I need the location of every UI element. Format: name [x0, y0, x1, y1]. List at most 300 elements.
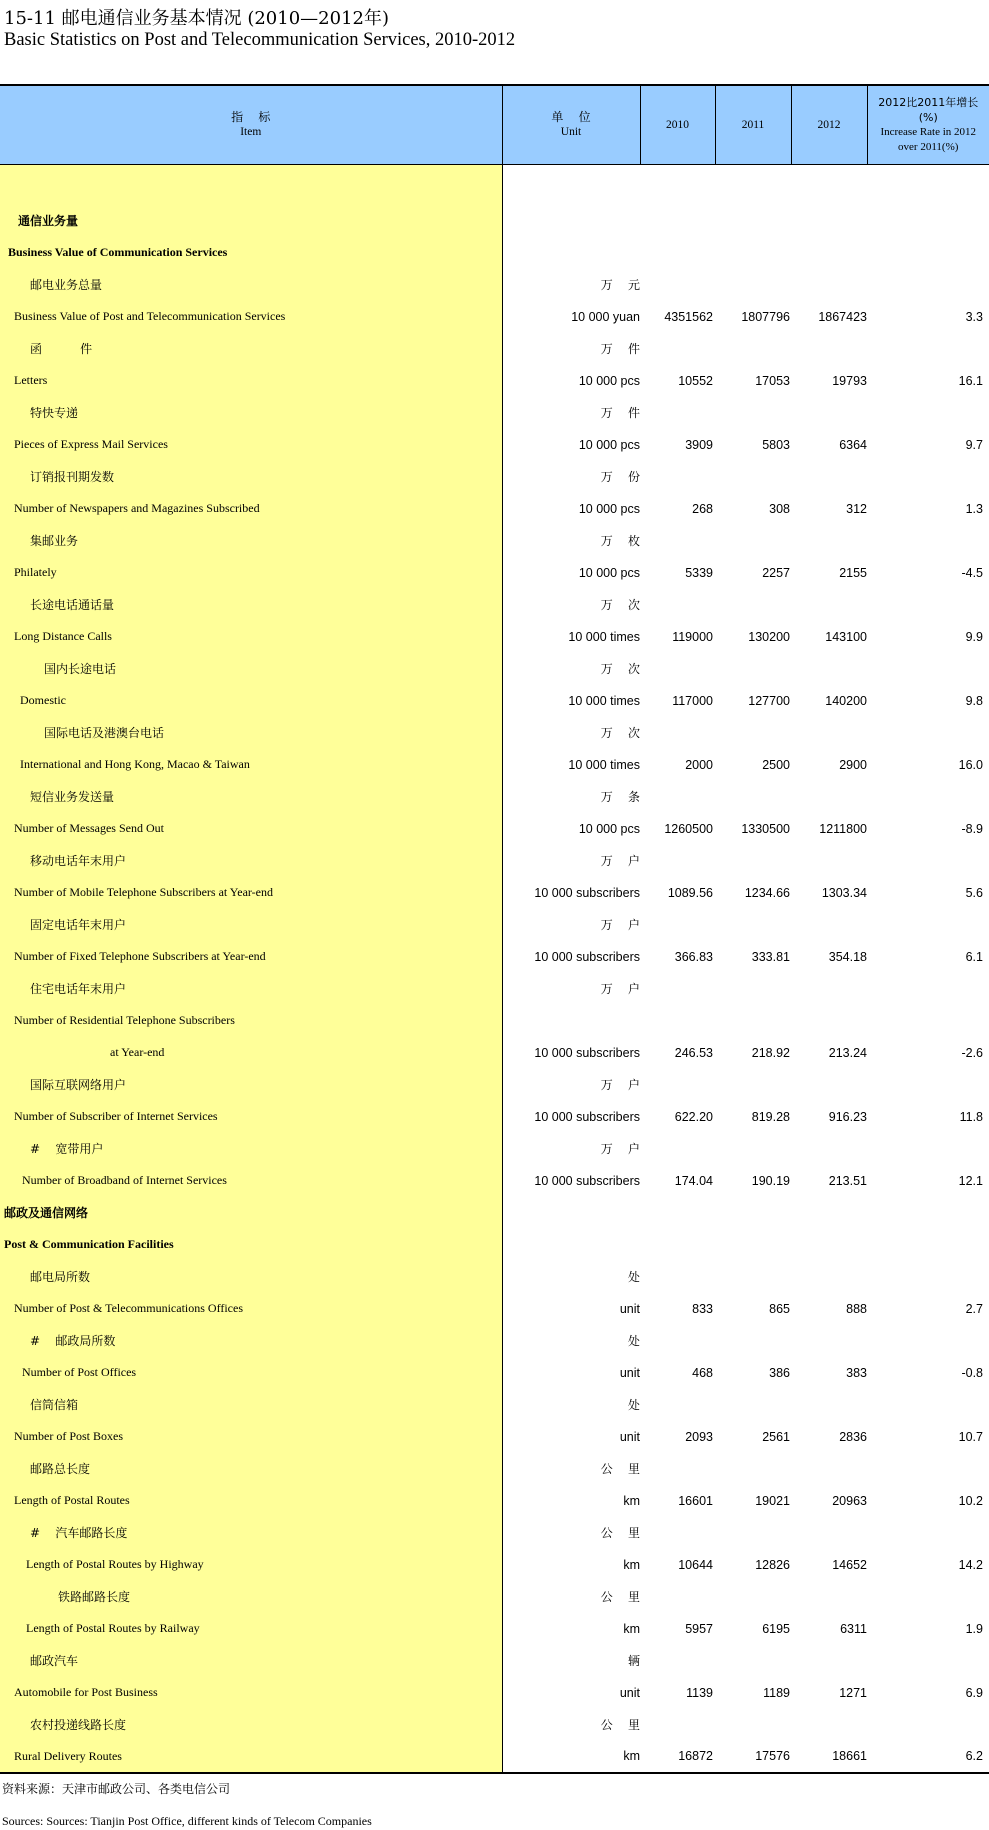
row-value-2010 — [640, 1645, 715, 1677]
row-value-2012: 18661 — [791, 1741, 867, 1773]
row-value-2010: 10644 — [678, 1557, 713, 1572]
row-increase-rate — [867, 1005, 989, 1037]
table-row — [0, 1165, 989, 1197]
row-value-2011 — [715, 1261, 791, 1293]
table-row — [0, 685, 989, 717]
row-unit — [502, 237, 640, 269]
row-value-2011 — [715, 237, 791, 269]
row-unit — [502, 205, 640, 237]
row-value-2010 — [640, 525, 715, 557]
row-value-2010 — [640, 1005, 715, 1037]
row-value-2010: 174.04 — [674, 1173, 713, 1188]
row-unit: 辆 — [627, 1654, 640, 1668]
row-unit: 10 000 subscribers — [534, 1109, 640, 1124]
row-increase-rate — [867, 525, 989, 557]
row-item-label: Number of Residential Telephone Subscribers — [0, 1005, 502, 1037]
row-item-label: Number of Post & Telecommunications Offices — [0, 1293, 502, 1325]
table-row — [0, 525, 989, 557]
row-value-2011: 17576 — [715, 1741, 791, 1773]
row-value-2012: 354.18 — [828, 949, 867, 964]
row-value-2011: 130200 — [748, 629, 790, 644]
row-value-2012 — [791, 1197, 867, 1229]
row-value-2010 — [640, 717, 715, 749]
row-value-2012 — [791, 1581, 867, 1613]
row-value-2012: 1271 — [839, 1685, 867, 1700]
row-increase-rate: 11.8 — [959, 1109, 983, 1124]
row-increase-rate: 6.9 — [965, 1685, 983, 1700]
row-increase-rate — [867, 1709, 989, 1741]
row-unit: 万 条 — [600, 790, 640, 804]
row-value-2011: 127700 — [748, 693, 790, 708]
row-value-2011: 333.81 — [751, 949, 790, 964]
row-value-2011: 6195 — [762, 1621, 790, 1636]
source-note-english: Sources: Sources: Tianjin Post Office, different kinds of Telecom Companies — [2, 1814, 372, 1828]
row-item-label: 邮政汽车 — [0, 1645, 502, 1677]
row-value-2011: 218.92 — [751, 1045, 790, 1060]
row-value-2010: 1260500 — [664, 821, 713, 836]
row-unit: 10 000 pcs — [578, 373, 640, 388]
row-increase-rate — [867, 1261, 989, 1293]
row-item-label: Number of Messages Send Out — [0, 813, 502, 845]
row-increase-rate — [867, 589, 989, 621]
row-increase-rate: 16.1 — [958, 373, 983, 388]
row-item-label: 长途电话通话量 — [0, 589, 502, 621]
header-unit — [502, 85, 640, 165]
row-item-label: Length of Postal Routes by Highway — [0, 1549, 502, 1581]
row-value-2012: 213.24 — [828, 1045, 867, 1060]
row-item-label: Pieces of Express Mail Services — [0, 429, 502, 461]
row-unit: km — [623, 1621, 640, 1636]
table-row — [0, 301, 989, 333]
row-unit: 处 — [627, 1334, 640, 1348]
table-title-chinese: 15-11 邮电通信业务基本情况 (2010—2012年) — [4, 8, 389, 29]
row-item-label: Number of Mobile Telephone Subscribers at Year-end — [0, 877, 502, 909]
row-unit: 10 000 pcs — [578, 437, 640, 452]
row-increase-rate — [867, 781, 989, 813]
row-value-2012 — [791, 1229, 867, 1261]
row-increase-rate: 1.3 — [965, 501, 983, 516]
row-value-2012 — [791, 1709, 867, 1741]
row-value-2010 — [640, 1069, 715, 1101]
row-value-2011 — [715, 1069, 791, 1101]
row-value-2012: 20963 — [832, 1493, 867, 1508]
table-row — [0, 717, 989, 749]
row-value-2012 — [791, 165, 867, 205]
row-value-2012 — [791, 589, 867, 621]
row-increase-rate — [867, 1229, 989, 1261]
table-row — [0, 877, 989, 909]
row-value-2011 — [715, 973, 791, 1005]
row-item-label: Automobile for Post Business — [0, 1677, 502, 1709]
row-unit: unit — [619, 1365, 640, 1380]
row-item-label: Long Distance Calls — [0, 621, 502, 653]
table-row — [0, 1357, 989, 1389]
row-value-2011 — [715, 1133, 791, 1165]
row-value-2011 — [715, 333, 791, 365]
table-row — [0, 1453, 989, 1485]
row-value-2012: 2900 — [839, 757, 867, 772]
table-row — [0, 1069, 989, 1101]
row-increase-rate: 9.7 — [965, 437, 983, 452]
table-row — [0, 1581, 989, 1613]
table-row — [0, 1549, 989, 1581]
row-value-2010 — [640, 333, 715, 365]
table-row — [0, 1293, 989, 1325]
row-unit: 10 000 subscribers — [534, 1045, 640, 1060]
row-value-2010 — [640, 269, 715, 301]
row-unit — [502, 1005, 640, 1037]
row-increase-rate — [867, 461, 989, 493]
table-row — [0, 1037, 989, 1069]
table-row — [0, 1325, 989, 1357]
row-value-2011: 12826 — [755, 1557, 790, 1572]
row-value-2012 — [791, 717, 867, 749]
row-value-2012 — [791, 461, 867, 493]
row-item-label: 特快专递 — [0, 397, 502, 429]
row-value-2012 — [791, 1645, 867, 1677]
row-increase-rate — [867, 1645, 989, 1677]
row-item-label: 移动电话年末用户 — [0, 845, 502, 877]
row-value-2011: 1330500 — [741, 821, 790, 836]
row-increase-rate — [867, 237, 989, 269]
header-2012: 2012 — [791, 85, 867, 165]
row-unit — [502, 165, 640, 205]
row-unit: 处 — [627, 1398, 640, 1412]
row-increase-rate — [867, 205, 989, 237]
row-increase-rate: -8.9 — [961, 821, 983, 836]
table-row — [0, 557, 989, 589]
row-value-2010 — [640, 1389, 715, 1421]
row-value-2010 — [640, 653, 715, 685]
row-item-label: # 邮政局所数 — [0, 1325, 502, 1357]
row-unit: 10 000 times — [568, 757, 640, 772]
row-item-label: 订销报刊期发数 — [0, 461, 502, 493]
row-value-2012: 888 — [846, 1301, 867, 1316]
row-value-2011 — [715, 909, 791, 941]
row-item-label: 邮电局所数 — [0, 1261, 502, 1293]
row-value-2010 — [640, 1325, 715, 1357]
row-value-2011 — [715, 1581, 791, 1613]
table-row — [0, 1005, 989, 1037]
table-row — [0, 461, 989, 493]
row-value-2011 — [715, 269, 791, 301]
row-increase-rate — [867, 973, 989, 1005]
row-increase-rate: 16.0 — [958, 757, 983, 772]
row-value-2011 — [715, 589, 791, 621]
row-value-2012 — [791, 237, 867, 269]
row-item-label: Letters — [0, 365, 502, 397]
row-value-2012: 1867423 — [818, 309, 867, 324]
row-increase-rate — [867, 653, 989, 685]
row-item-label: 铁路邮路长度 — [0, 1581, 502, 1613]
row-value-2012 — [791, 1325, 867, 1357]
row-unit: km — [502, 1741, 640, 1773]
table-spacer-row — [0, 165, 989, 205]
row-value-2012: 1211800 — [819, 821, 867, 836]
row-value-2010: 5339 — [685, 565, 713, 580]
row-increase-rate — [867, 845, 989, 877]
row-value-2010: 10552 — [678, 373, 713, 388]
header-2011: 2011 — [715, 85, 791, 165]
row-value-2012 — [791, 845, 867, 877]
row-value-2012 — [791, 973, 867, 1005]
row-value-2011 — [715, 165, 791, 205]
table-row — [0, 205, 989, 237]
row-increase-rate — [867, 1517, 989, 1549]
row-unit: 公 里 — [600, 1526, 640, 1540]
row-unit: 万 次 — [600, 598, 640, 612]
row-item-label: Number of Broadband of Internet Services — [0, 1165, 502, 1197]
row-value-2012 — [791, 269, 867, 301]
header-unit-en: Unit — [560, 126, 582, 138]
row-value-2011 — [715, 653, 791, 685]
row-value-2012 — [791, 781, 867, 813]
table-row — [0, 973, 989, 1005]
row-value-2012 — [791, 1133, 867, 1165]
table-row — [0, 1421, 989, 1453]
row-unit: 万 户 — [600, 1078, 640, 1092]
row-value-2011: 190.19 — [751, 1173, 790, 1188]
row-increase-rate — [867, 1581, 989, 1613]
row-unit: unit — [619, 1685, 640, 1700]
row-increase-rate: 9.8 — [965, 693, 983, 708]
header-2010: 2010 — [640, 85, 715, 165]
row-value-2011 — [715, 781, 791, 813]
row-unit: 万 件 — [600, 406, 640, 420]
row-value-2010: 1139 — [686, 1685, 713, 1700]
header-item — [0, 85, 502, 165]
row-value-2011: 5803 — [762, 437, 790, 452]
row-value-2010: 119000 — [672, 629, 713, 644]
row-value-2010 — [640, 1709, 715, 1741]
source-note-chinese: 资料来源：天津市邮政公司、各类电信公司 — [2, 1782, 231, 1796]
row-increase-rate — [867, 165, 989, 205]
row-value-2011: 19021 — [755, 1493, 790, 1508]
row-value-2011: 2561 — [762, 1429, 790, 1444]
row-value-2012 — [791, 653, 867, 685]
header-increase-rate — [867, 85, 989, 165]
row-unit: 公 里 — [600, 1590, 640, 1604]
row-item-label: 国内长途电话 — [0, 653, 502, 685]
row-value-2012 — [791, 1069, 867, 1101]
row-item-label: 国际电话及港澳台电话 — [0, 717, 502, 749]
table-row — [0, 397, 989, 429]
row-unit: 万 份 — [600, 470, 640, 484]
row-value-2012: 1303.34 — [821, 885, 867, 900]
statistics-table — [0, 84, 989, 1774]
table-row — [0, 941, 989, 973]
row-item-label: 集邮业务 — [0, 525, 502, 557]
row-value-2011 — [715, 1325, 791, 1357]
row-unit: 万 户 — [600, 982, 640, 996]
row-increase-rate: 14.2 — [958, 1557, 983, 1572]
table-row — [0, 429, 989, 461]
row-value-2010 — [640, 237, 715, 269]
table-row — [0, 909, 989, 941]
row-increase-rate: 2.7 — [965, 1301, 983, 1316]
table-header-row — [0, 85, 989, 165]
table-body — [0, 165, 989, 1773]
row-value-2012: 143100 — [825, 629, 867, 644]
row-item-label: # 汽车邮路长度 — [0, 1517, 502, 1549]
row-value-2011: 2500 — [762, 757, 790, 772]
row-value-2011 — [715, 205, 791, 237]
row-value-2010 — [640, 165, 715, 205]
row-unit — [502, 1229, 640, 1261]
row-increase-rate: 3.3 — [965, 309, 983, 324]
row-value-2010 — [640, 589, 715, 621]
table-row — [0, 269, 989, 301]
row-value-2010: 2093 — [685, 1429, 713, 1444]
row-value-2010 — [640, 1517, 715, 1549]
row-increase-rate: 6.2 — [867, 1741, 989, 1773]
row-value-2012: 2836 — [839, 1429, 867, 1444]
row-item-label: 函 件 — [0, 333, 502, 365]
row-increase-rate — [867, 1197, 989, 1229]
row-unit: 10 000 pcs — [578, 565, 640, 580]
row-value-2010: 622.20 — [674, 1109, 713, 1124]
row-increase-rate — [867, 1389, 989, 1421]
row-value-2010: 366.83 — [674, 949, 713, 964]
row-increase-rate — [867, 269, 989, 301]
row-item-label: 国际互联网络用户 — [0, 1069, 502, 1101]
table-row — [0, 1101, 989, 1133]
row-unit: 万 件 — [600, 342, 640, 356]
row-value-2010: 16601 — [678, 1493, 713, 1508]
row-item-label: International and Hong Kong, Macao & Taiwan — [0, 749, 502, 781]
table-row — [0, 1741, 989, 1773]
row-value-2011 — [715, 1389, 791, 1421]
table-row — [0, 1197, 989, 1229]
row-increase-rate: 6.1 — [965, 949, 983, 964]
header-item-cn: 指 标 — [231, 110, 271, 124]
row-value-2010: 4351562 — [664, 309, 713, 324]
row-item-label: 住宅电话年末用户 — [0, 973, 502, 1005]
row-value-2010 — [640, 1453, 715, 1485]
row-increase-rate — [867, 397, 989, 429]
row-value-2011 — [715, 461, 791, 493]
table-row — [0, 493, 989, 525]
row-value-2011 — [715, 1645, 791, 1677]
row-item-label: Business Value of Post and Telecommunication Services — [0, 301, 502, 333]
table-title-english: Basic Statistics on Post and Telecommunication Services, 2010-2012 — [4, 30, 516, 50]
row-value-2010 — [640, 205, 715, 237]
table-row — [0, 1229, 989, 1261]
table-row — [0, 1613, 989, 1645]
row-unit: 公 里 — [600, 1718, 640, 1732]
row-increase-rate: 10.7 — [958, 1429, 983, 1444]
header-unit-cn: 单 位 — [551, 110, 591, 124]
row-item-label: 信筒信箱 — [0, 1389, 502, 1421]
row-value-2010: 2000 — [685, 757, 713, 772]
row-value-2012: 2155 — [839, 565, 867, 580]
row-value-2010 — [640, 1581, 715, 1613]
row-value-2010 — [640, 973, 715, 1005]
row-value-2012: 916.23 — [828, 1109, 867, 1124]
row-increase-rate — [867, 1133, 989, 1165]
row-value-2011 — [715, 1005, 791, 1037]
row-value-2010: 468 — [692, 1365, 713, 1380]
table-row — [0, 1261, 989, 1293]
row-value-2011 — [715, 397, 791, 429]
row-value-2012: 6311 — [840, 1621, 867, 1636]
row-increase-rate: 9.9 — [965, 629, 983, 644]
row-item-label: Domestic — [0, 685, 502, 717]
table-row — [0, 653, 989, 685]
row-item-label — [0, 165, 502, 205]
row-increase-rate — [867, 1325, 989, 1357]
row-item-label: 邮政及通信网络 — [0, 1197, 502, 1229]
row-value-2010 — [640, 397, 715, 429]
row-value-2011: 308 — [769, 501, 790, 516]
row-value-2010: 268 — [692, 501, 713, 516]
row-unit: 万 次 — [600, 662, 640, 676]
row-unit: 处 — [627, 1270, 640, 1284]
row-value-2011: 1234.66 — [744, 885, 790, 900]
row-item-label: 邮路总长度 — [0, 1453, 502, 1485]
row-value-2012: 6364 — [839, 437, 867, 452]
row-unit: unit — [619, 1301, 640, 1316]
row-unit — [502, 1197, 640, 1229]
row-increase-rate — [867, 1453, 989, 1485]
row-value-2010: 117000 — [672, 693, 713, 708]
row-item-label: Length of Postal Routes — [0, 1485, 502, 1517]
table-row — [0, 621, 989, 653]
table-row — [0, 1709, 989, 1741]
row-item-label: Number of Subscriber of Internet Services — [0, 1101, 502, 1133]
row-value-2012 — [791, 1517, 867, 1549]
row-unit: 10 000 times — [568, 629, 640, 644]
table-row — [0, 1389, 989, 1421]
row-value-2012: 383 — [846, 1365, 867, 1380]
row-value-2010 — [640, 845, 715, 877]
row-value-2012 — [791, 1261, 867, 1293]
row-increase-rate — [867, 1069, 989, 1101]
row-value-2012: 312 — [846, 501, 867, 516]
header-item-en: Item — [240, 126, 262, 138]
row-value-2012 — [791, 909, 867, 941]
row-value-2012 — [791, 1389, 867, 1421]
row-value-2011: 386 — [769, 1365, 790, 1380]
row-value-2012: 213.51 — [828, 1173, 867, 1188]
row-increase-rate — [867, 717, 989, 749]
table-row — [0, 845, 989, 877]
table-row — [0, 781, 989, 813]
row-value-2010: 1089.56 — [667, 885, 713, 900]
row-increase-rate: 12.1 — [958, 1173, 983, 1188]
row-unit: km — [623, 1493, 640, 1508]
table-row — [0, 589, 989, 621]
row-value-2011: 2257 — [762, 565, 790, 580]
row-increase-rate: 10.2 — [958, 1493, 983, 1508]
row-value-2012 — [791, 1453, 867, 1485]
row-value-2011 — [715, 525, 791, 557]
row-item-label: Number of Post Offices — [0, 1357, 502, 1389]
row-unit: 万 户 — [600, 918, 640, 932]
row-value-2012 — [791, 333, 867, 365]
header-rate-en: Increase Rate in 2012 over 2011(%) — [880, 126, 977, 153]
row-unit: 万 元 — [600, 278, 640, 292]
row-item-label: 农村投递线路长度 — [0, 1709, 502, 1741]
row-value-2010 — [640, 1261, 715, 1293]
row-value-2010 — [640, 461, 715, 493]
row-value-2012 — [791, 205, 867, 237]
row-item-label: Number of Fixed Telephone Subscribers at Year-end — [0, 941, 502, 973]
table-row — [0, 1645, 989, 1677]
table-row — [0, 1485, 989, 1517]
row-value-2010: 16872 — [640, 1741, 715, 1773]
row-value-2010 — [640, 781, 715, 813]
